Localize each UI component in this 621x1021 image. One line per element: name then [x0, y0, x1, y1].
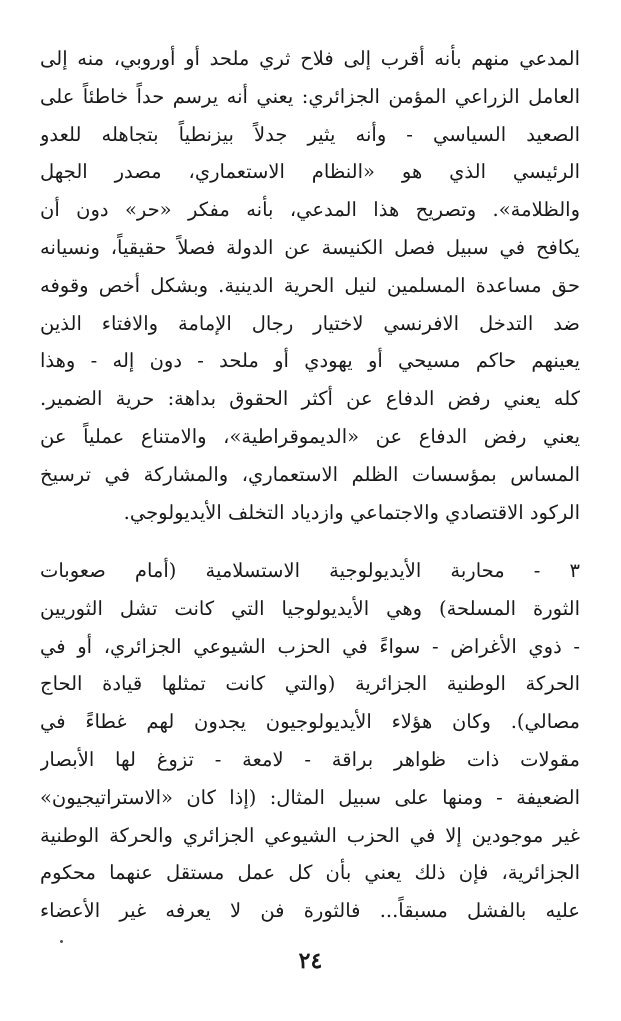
text-line: ضد التدخل الافرنسي لاختيار رجال الإمامة والافتاء الذين — [40, 311, 580, 335]
text-line: غير موجودين إلا في الحزب الشيوعي الجزائري والحركة الوطنية — [40, 823, 580, 847]
text-line: الحركة الوطنية الجزائرية (والتي كانت تمثلها قيادة الحاج — [40, 672, 580, 696]
text-line: يكافح في سبيل فصل الكنيسة عن الدولة فصلاً حقيقياً، ونسيانه — [40, 235, 580, 259]
text-line: المساس بمؤسسات الظلم الاستعماري، والمشاركة في ترسيخ — [40, 462, 580, 486]
paragraph-1 — [40, 40, 580, 531]
text-line: مصالي). وكان هؤلاء الأيديولوجيون يجدون لهم غطاءً في — [40, 710, 580, 734]
text-line: كله يعني رفض الدفاع عن أكثر الحقوق بداهة: حرية الضمير. — [40, 387, 580, 411]
text-line: ٣ - محاربة الأيديولوجية الاستسلامية (أمام صعوبات — [40, 559, 580, 582]
text-line: والظلامة». وتصريح هذا المدعي، بأنه مفكر «حر» دون أن — [40, 198, 580, 222]
text-line: - ذوي الأغراض - سواءً في الحزب الشيوعي الجزائري، أو في — [40, 634, 580, 658]
text-line: يعني رفض الدفاع عن «الديموقراطية»، والامتناع عملياً عن — [40, 424, 580, 448]
text-line: حق مساعدة المسلمين لنيل الحرية الدينية. وبشكل أخص وقوفه — [40, 273, 580, 297]
text-line: عليه بالفشل مسبقاً... فالثورة فن لا يعرفه غير الأعضاء — [40, 899, 580, 923]
text-line: الصعيد السياسي - وأنه يثير جدلاً بيزنطياً بتجاهله للعدو — [40, 122, 580, 146]
paragraph-2 — [40, 552, 580, 930]
text-line: الجزائرية، فإن ذلك يعني بأن كل عمل مستقل عنهما محكوم — [40, 861, 580, 885]
text-line: الثورة المسلحة) وهي الأيديولوجيا التي كانت تشل الثوريين — [40, 596, 580, 620]
text-line: الضعيفة - ومنها على سبيل المثال: (إذا كان «الاستراتيجيون» — [40, 785, 580, 809]
page-number: ٢٤ — [298, 948, 323, 974]
text-line: يعينهم حاكم مسيحي أو يهودي أو ملحد - دون إله - وهذا — [40, 349, 580, 373]
text-line: الركود الاقتصادي والاجتماعي وازدياد التخلف الأيديولوجي. — [123, 500, 580, 524]
text-line: المدعي منهم بأنه أقرب إلى فلاح ثري ملحد أو أوروبي، منه إلى — [40, 47, 580, 70]
text-line: الرئيسي الذي هو «النظام الاستعماري، مصدر الجهل — [40, 160, 580, 184]
text-line: مقولات ذات ظواهر براقة - لامعة - تزوغ لها الأبصار — [40, 747, 580, 771]
text-line: العامل الزراعي المؤمن الجزائري: يعني أنه يرسم حداً خاطئاً على — [40, 84, 580, 108]
stray-dot — [60, 940, 63, 943]
